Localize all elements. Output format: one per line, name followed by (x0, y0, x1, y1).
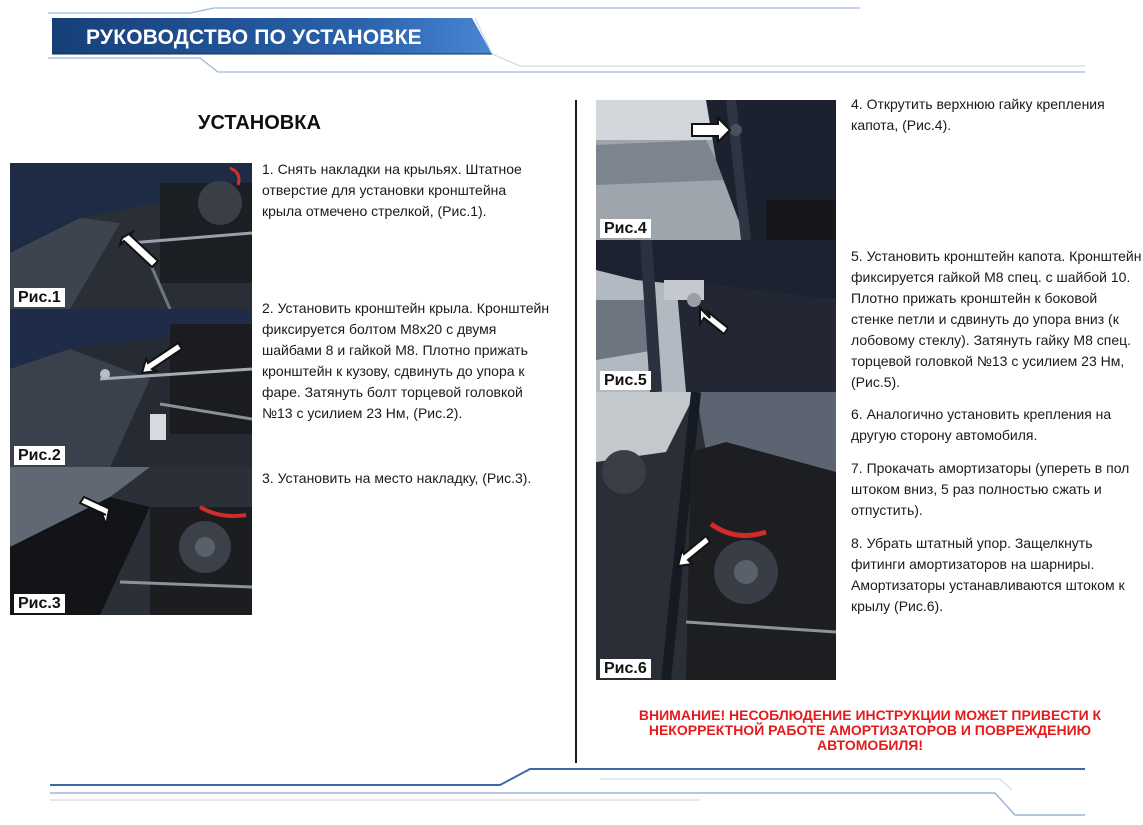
figure-label: Рис.4 (600, 219, 651, 238)
figure-4-photo (596, 100, 836, 240)
figure-label: Рис.6 (600, 659, 651, 678)
column-divider (575, 100, 577, 763)
step-7: 7. Прокачать амортизаторы (упереть в пол штоком вниз, 5 раз полностью сжать и отпустить). (851, 460, 1130, 518)
footer-decoration (0, 760, 1143, 825)
arrow-icon (596, 240, 836, 392)
section-title: УСТАНОВКА (198, 112, 321, 134)
step-6: 6. Аналогично установить крепления на другую сторону автомобиля. (851, 406, 1112, 443)
warning-text: ВНИМАНИЕ! НЕСОБЛЮДЕНИЕ ИНСТРУКЦИИ МОЖЕТ ПРИВЕСТИ К НЕКОРРЕКТНОЙ РАБОТЕ АМОРТИЗАТОРОВ И ПОВРЕЖДЕНИЮ АВТОМОБИЛЯ! (638, 707, 1102, 753)
figure-label: Рис.1 (14, 288, 65, 307)
step-4: 4. Открутить верхнюю гайку крепления капота, (Рис.4). (851, 96, 1105, 133)
arrow-icon (596, 392, 836, 680)
step-3: 3. Установить на место накладку, (Рис.3). (262, 470, 532, 486)
step-2: 2. Установить кронштейн крыла. Кронштейн фиксируется болтом М8х20 с двумя шайбами 8 и гайкой М8. Плотно прижать кронштейн к кузову, сдвинуть до упора к фаре. Затянуть болт торцевой головкой №13 с усилием 23 Нм, (Рис.2). (262, 300, 550, 421)
figure-3-photo (10, 467, 252, 615)
figure-label: Рис.2 (14, 446, 65, 465)
figure-1-photo (10, 163, 252, 309)
figure-2-photo (10, 309, 252, 467)
figure-label: Рис.3 (14, 594, 65, 613)
step-8: 8. Убрать штатный упор. Защелкнуть фитинги амортизаторов на шарниры. Амортизаторы устанавливаются штоком к крылу (Рис.6). (851, 535, 1125, 614)
arrow-icon (10, 309, 252, 467)
step-5: 5. Установить кронштейн капота. Кронштейн фиксируется гайкой М8 спец. с шайбой 10. Плотно прижать кронштейн к боковой стенке петли и сдвинуть до упора вниз (к лобовому стеклу). Затянуть гайку М8 спец. торцевой головкой №13 с усилием 23 Нм, (Рис.5). (851, 248, 1142, 390)
figure-label: Рис.5 (600, 371, 651, 390)
document-title: РУКОВОДСТВО ПО УСТАНОВКЕ (86, 26, 422, 49)
arrow-icon (10, 467, 252, 615)
figure-6-photo (596, 392, 836, 680)
figure-5-photo (596, 240, 836, 392)
step-1: 1. Снять накладки на крыльях. Штатное отверстие для установки кронштейна крыла отмечено стрелкой, (Рис.1). (262, 161, 522, 219)
